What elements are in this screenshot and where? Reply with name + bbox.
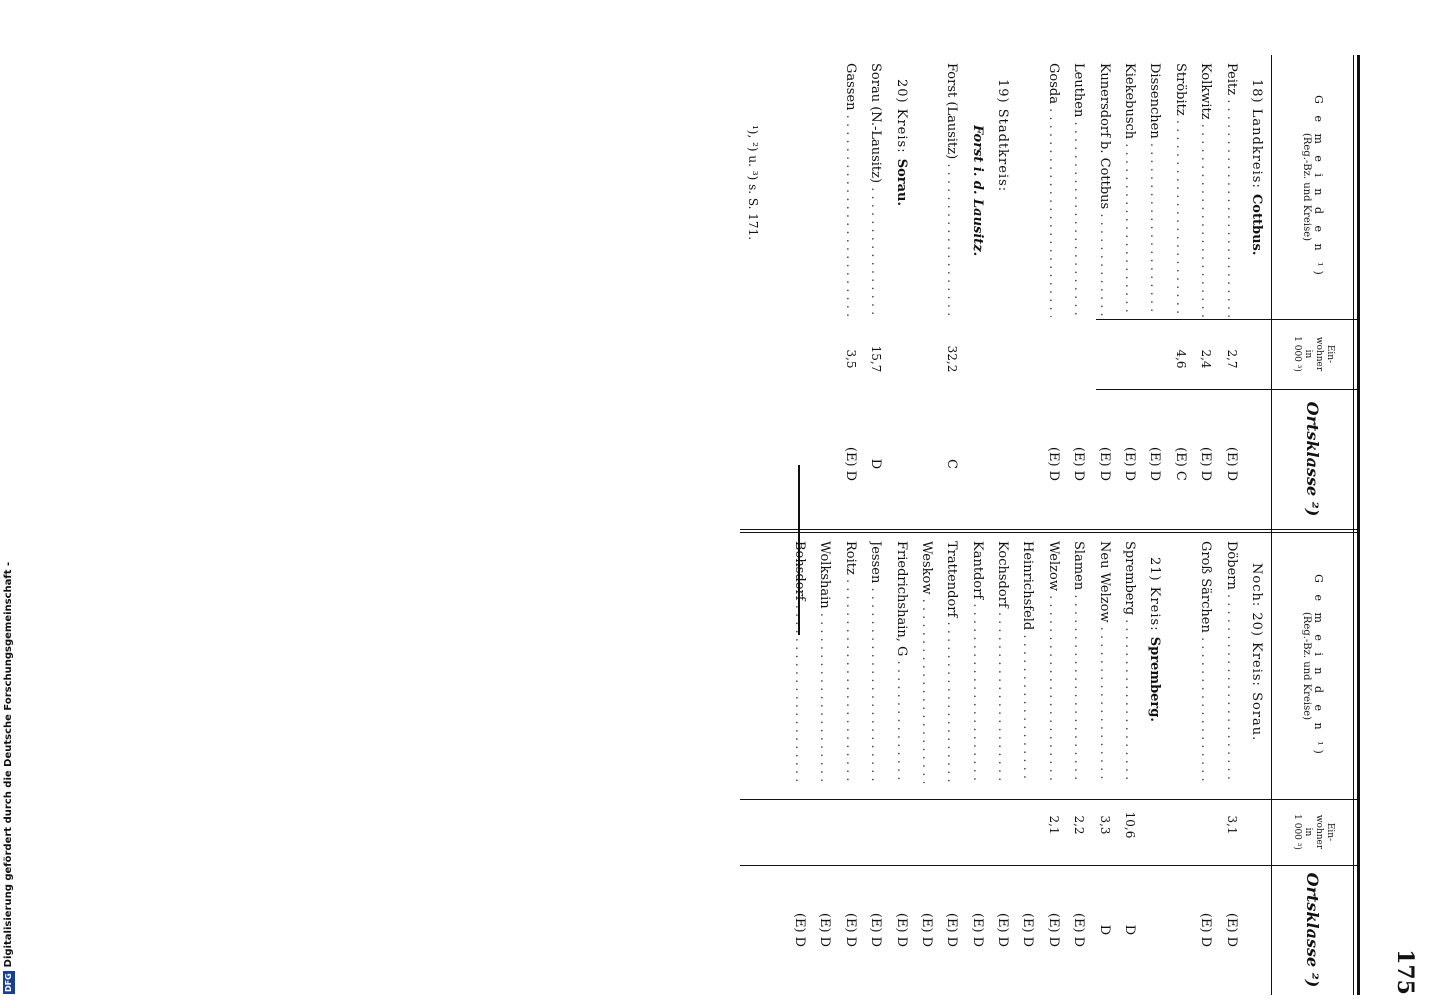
table-row <box>862 55 887 529</box>
section-heading-text: 18) Landkreis: Cottbus. <box>1249 79 1264 256</box>
gemeinde-name: Döbern . . . <box>1224 541 1239 783</box>
ortsklasse-value: (E) D <box>1020 912 1036 948</box>
table-row <box>1217 533 1242 995</box>
table-row <box>1039 55 1064 529</box>
table-row <box>1090 55 1115 529</box>
section-heading-text: Noch: 20) Kreis: Sorau. <box>1249 563 1264 742</box>
gemeinde-name: Sorau (N.-Lausitz) . . . <box>868 63 883 317</box>
gemeinde-name: Kochsdorf . . . <box>995 541 1010 783</box>
gemeinde-name: Leuthen . . . <box>1071 63 1086 317</box>
table-top-rule <box>1357 55 1360 995</box>
table-row <box>1065 533 1090 995</box>
district-name: Sorau. <box>893 158 909 207</box>
ortsklasse-value: (E) D <box>893 912 909 948</box>
ortsklasse-value: (E) D <box>1198 446 1214 482</box>
ortsklasse-value: (E) D <box>969 912 985 948</box>
section-heading <box>887 55 912 529</box>
gemeinde-name: Bohsdorf . . . <box>792 541 807 783</box>
ortsklasse-value: D <box>868 458 884 470</box>
table-row <box>1217 55 1242 529</box>
einwohner-value: 3,1 <box>1224 815 1239 835</box>
einwohner-value: 3,5 <box>843 349 858 369</box>
einwohner-value: 2,4 <box>1199 349 1214 369</box>
district-name: Cottbus. <box>1249 193 1264 256</box>
gemeinde-name: Gosda . . . <box>1046 63 1061 317</box>
header-ortsklasse-right: Ortsklasse ²) <box>1303 872 1323 988</box>
table-row <box>963 533 988 995</box>
table-row <box>887 533 912 995</box>
footnote: ¹), ²) u. ³) s. S. 171. <box>746 125 760 241</box>
spacer-row <box>1014 55 1039 529</box>
gemeinde-name: Trattendorf . . . <box>944 541 959 783</box>
gemeinde-name: Forst (Lausitz) . . . <box>944 63 959 317</box>
gemeinde-name: Welzow . . . <box>1046 541 1061 783</box>
ortsklasse-value: (E) D <box>1071 912 1087 948</box>
header-einwohner-left: Ein- wohner in 1 000 ³) <box>1292 336 1335 372</box>
document-page <box>740 55 1418 995</box>
gemeinde-name: Friedrichshain, G . . . <box>894 541 909 783</box>
table-row <box>1039 533 1064 995</box>
ortsklasse-value: (E) D <box>1198 912 1214 948</box>
table-row <box>1192 533 1217 995</box>
einwohner-value: 10,6 <box>1123 811 1138 839</box>
ortsklasse-value: C <box>944 459 960 469</box>
section-heading-text: 21) Kreis: Spremberg. <box>1147 557 1163 722</box>
table-row <box>1116 55 1141 529</box>
table-row <box>836 533 861 995</box>
section-heading <box>1141 533 1166 995</box>
table-row <box>1141 55 1166 529</box>
section-heading-text: 19) Stadtkreis: <box>995 79 1011 193</box>
ortsklasse-value: (E) D <box>918 912 934 948</box>
gemeinde-name: Groß Särchen . . . <box>1198 541 1213 783</box>
gemeinde-name: Dissenchen . . . <box>1147 63 1162 317</box>
einwohner-value: 2,7 <box>1224 349 1239 369</box>
gemeinde-name: Spremberg . . . <box>1122 541 1137 783</box>
table-top-rule-thin <box>1353 55 1354 995</box>
einwohner-value: 32,2 <box>945 345 960 373</box>
ortsklasse-value: (E) D <box>1223 912 1239 948</box>
section-heading <box>1243 55 1268 529</box>
section-heading-text: Forst i. d. Lausitz. <box>969 125 985 257</box>
gemeinde-name: Kunersdorf b. Cottbus . . . <box>1097 63 1112 317</box>
section-heading <box>963 55 988 529</box>
ortsklasse-value: (E) D <box>842 446 858 482</box>
table-row <box>862 533 887 995</box>
table-row <box>811 533 836 995</box>
gemeinde-name: Heinrichsfeld . . . <box>1020 541 1035 783</box>
table-row <box>1116 533 1141 995</box>
district-name: Spremberg. <box>1147 636 1163 722</box>
table-row <box>1192 55 1217 529</box>
einwohner-value: 15,7 <box>869 345 884 373</box>
section-heading <box>1243 533 1268 995</box>
footnote-rule <box>798 465 800 635</box>
gemeinde-name: Wolkshain . . . <box>817 541 832 783</box>
ortsklasse-value: (E) D <box>1147 446 1163 482</box>
table-row <box>836 55 861 529</box>
gemeinde-name: Ströbitz . . . <box>1173 63 1188 317</box>
ortsklasse-value: (E) D <box>995 912 1011 948</box>
gemeinde-name: Weskow . . . <box>919 541 934 783</box>
spacer-row <box>913 55 938 529</box>
ortsklasse-value: (E) D <box>817 912 833 948</box>
einwohner-value: 4,6 <box>1173 349 1188 369</box>
gemeinde-name: Kantdorf . . . <box>970 541 985 783</box>
table-row <box>1090 533 1115 995</box>
dfg-logo: DFG <box>4 973 13 992</box>
ortsklasse-value: (E) D <box>1071 446 1087 482</box>
gemeinde-name: Kiekebusch . . . <box>1122 63 1137 317</box>
ortsklasse-value: (E) D <box>1122 446 1138 482</box>
right-table-body <box>786 533 1268 995</box>
einwohner-value: 2,2 <box>1072 815 1087 835</box>
table-row <box>913 533 938 995</box>
gemeinde-name: Peitz . . . <box>1224 63 1239 317</box>
table-row <box>989 533 1014 995</box>
header-gemeinden-left: G e m e i n d e n ¹) (Reg.-Bz. und Kreise) <box>1301 95 1325 279</box>
gemeinde-name: Roitz . . . <box>843 541 858 783</box>
gemeinde-name: Gassen . . . <box>843 63 858 317</box>
header-rule <box>1271 55 1272 995</box>
ortsklasse-value: (E) D <box>868 912 884 948</box>
gemeinde-name: Neu Welzow . . . <box>1097 541 1112 783</box>
ortsklasse-value: (E) D <box>791 912 807 948</box>
ortsklasse-value: (E) D <box>1045 912 1061 948</box>
table-row <box>1065 55 1090 529</box>
ortsklasse-value: (E) D <box>842 912 858 948</box>
table-row <box>1166 55 1191 529</box>
banner-text: Digitalisierung gefördert durch die Deutsche Forschungsgemeinschaft - <box>3 561 14 968</box>
einwohner-value: 3,3 <box>1097 815 1112 835</box>
digitization-banner <box>2 561 16 994</box>
table-row <box>938 533 963 995</box>
header-einwohner-right: Ein- wohner in 1 000 ³) <box>1292 814 1335 850</box>
gemeinde-name: Jessen . . . <box>868 541 883 783</box>
gemeinde-name: Slamen . . . <box>1071 541 1086 783</box>
header-ortsklasse-left: Ortsklasse ²) <box>1303 401 1323 517</box>
section-heading <box>989 55 1014 529</box>
section-heading-text: 20) Kreis: Sorau. <box>893 79 909 207</box>
einwohner-value: 2,1 <box>1046 815 1061 835</box>
table-row <box>938 55 963 529</box>
ortsklasse-value: (E) D <box>944 912 960 948</box>
header-gemeinden-right: G e m e i n d e n ¹) (Reg.-Bz. und Kreise) <box>1301 574 1325 758</box>
column-divider <box>740 529 1360 530</box>
ortsklasse-value: D <box>1122 924 1138 936</box>
gemeinde-name: Kolkwitz . . . <box>1198 63 1213 317</box>
table-row <box>1014 533 1039 995</box>
ortsklasse-value: (E) D <box>1223 446 1239 482</box>
ortsklasse-value: (E) D <box>1096 446 1112 482</box>
ortsklasse-value: (E) C <box>1172 447 1188 481</box>
left-table-body <box>836 55 1268 529</box>
ortsklasse-value: (E) D <box>1045 446 1061 482</box>
ortsklasse-value: D <box>1096 924 1112 936</box>
spacer-row <box>1166 533 1191 995</box>
page-number: 175 <box>1392 949 1418 995</box>
